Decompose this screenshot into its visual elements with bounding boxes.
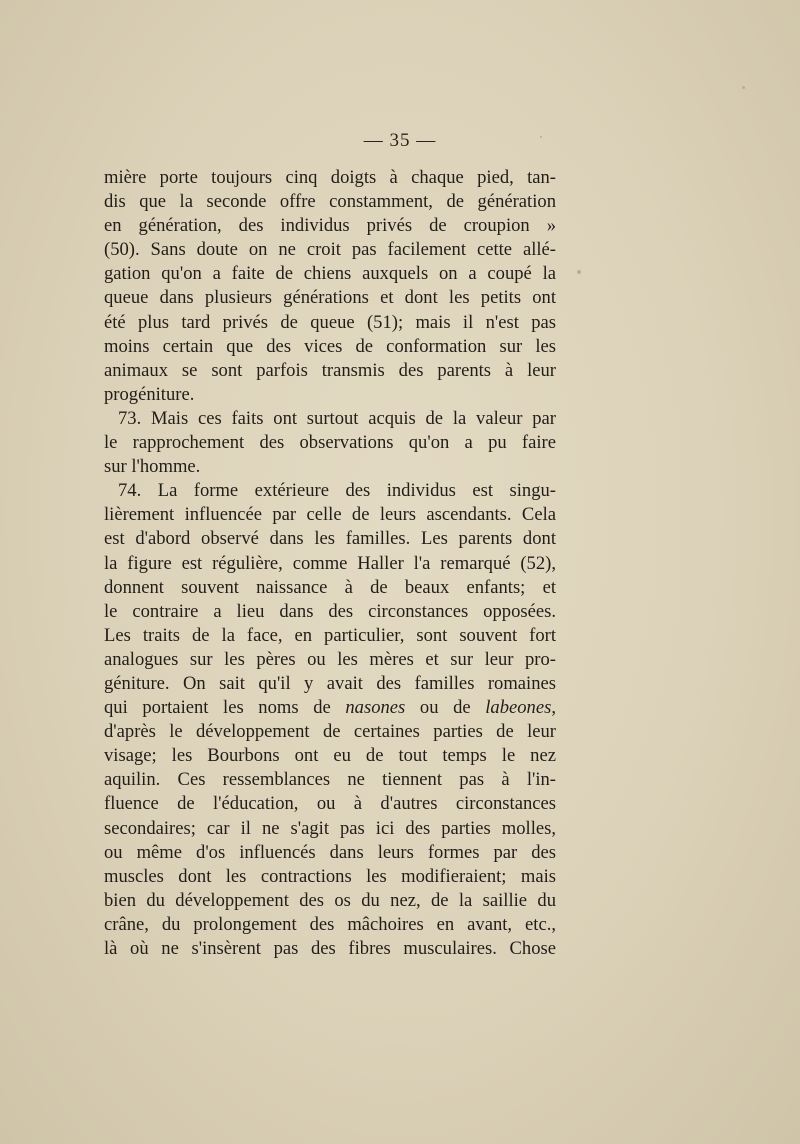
- line-text: le rapprochement des observations qu'on a pu faire: [104, 432, 556, 454]
- line-text: crâne, du prolongement des mâchoires en avant, etc.,: [104, 913, 556, 935]
- paper-speck: [540, 136, 542, 138]
- line-text: donnent souvent naissance à de beaux enfants; et: [104, 576, 556, 598]
- page-number: — 35 —: [363, 130, 437, 151]
- line-text: d'après le développement de certaines parties de leur: [104, 721, 556, 743]
- text-line: [104, 576, 556, 600]
- italic-word: labeones: [485, 697, 552, 719]
- line-text: secondaires; car il ne s'agit pas ici des parties molles,: [104, 817, 556, 839]
- line-text: ,: [551, 697, 557, 719]
- line-text: gation qu'on a faite de chiens auxquels on a coupé la: [104, 263, 556, 285]
- line-text: mière porte toujours cinq doigts à chaque pied, tan-: [104, 167, 556, 188]
- line-text: le contraire a lieu dans des circonstances opposées.: [104, 600, 556, 622]
- text-line: [104, 600, 556, 624]
- text-line: [104, 552, 556, 576]
- text-line: [104, 648, 556, 672]
- text-line: [104, 841, 556, 865]
- text-line: [104, 865, 556, 889]
- text-line: [104, 455, 556, 479]
- text-line: [104, 720, 556, 744]
- line-text: moins certain que des vices de conformation sur les: [104, 335, 556, 357]
- text-line: [104, 407, 556, 431]
- text-line: [104, 792, 556, 816]
- line-text: queue dans plusieurs générations et dont les petits ont: [104, 287, 556, 309]
- text-line: [104, 311, 556, 335]
- line-text: 73. Mais ces faits ont surtout acquis de la valeur par: [118, 407, 556, 429]
- line-text: dis que la seconde offre constamment, de génération: [104, 191, 556, 213]
- text-line: [104, 817, 556, 841]
- text-line: [104, 479, 556, 503]
- line-text: été plus tard privés de queue (51); mais il n'est pas: [104, 311, 556, 333]
- line-text: animaux se sont parfois transmis des parents à leur: [104, 359, 556, 381]
- line-text: lièrement influencée par celle de leurs ascendants. Cela: [104, 504, 556, 526]
- text-line: [104, 335, 556, 359]
- text-line: [104, 889, 556, 913]
- line-text: ou même d'os influencés dans leurs formes par des: [104, 841, 556, 863]
- line-text: fluence de l'éducation, ou à d'autres circonstances: [104, 793, 556, 815]
- line-text: la figure est régulière, comme Haller l'a remarqué (52),: [104, 552, 556, 574]
- paper-speck: [577, 270, 581, 274]
- line-text: qui portaient les noms de: [104, 697, 331, 719]
- text-line: [104, 359, 556, 383]
- text-line: [104, 431, 556, 455]
- text-line: [104, 937, 556, 961]
- line-text: (50). Sans doute on ne croit pas facilement cette allé-: [104, 239, 556, 261]
- text-line: [104, 672, 556, 696]
- line-text: 74. La forme extérieure des individus est singu-: [118, 480, 556, 502]
- line-text: muscles dont les contractions les modifieraient; mais: [104, 865, 556, 887]
- text-line: [104, 696, 556, 720]
- text-line: [104, 624, 556, 648]
- text-line: [104, 238, 556, 262]
- line-text: est d'abord observé dans les familles. Les parents dont: [104, 528, 556, 550]
- line-text: ou de: [419, 697, 471, 719]
- text-line: [104, 286, 556, 310]
- line-text: en génération, des individus privés de croupion »: [104, 215, 556, 237]
- line-text: progéniture.: [104, 383, 195, 405]
- text-line: [104, 768, 556, 792]
- body-text: [104, 166, 556, 961]
- line-text: visage; les Bourbons ont eu de tout temps le nez: [104, 745, 556, 767]
- text-line: [104, 503, 556, 527]
- line-text: analogues sur les pères ou les mères et sur leur pro-: [104, 648, 556, 670]
- text-line: [104, 214, 556, 238]
- text-line: [104, 744, 556, 768]
- text-line: [104, 190, 556, 214]
- line-text: bien du développement des os du nez, de la saillie du: [104, 889, 556, 911]
- text-line: [104, 527, 556, 551]
- line-text: géniture. On sait qu'il y avait des familles romaines: [104, 672, 556, 694]
- text-line: [104, 262, 556, 286]
- text-line: [104, 913, 556, 937]
- italic-word: nasones: [345, 697, 406, 719]
- paper-speck: [742, 86, 745, 89]
- line-text: aquilin. Ces ressemblances ne tiennent pas à l'in-: [104, 769, 556, 791]
- line-text: sur l'homme.: [104, 456, 201, 478]
- text-line: [104, 383, 556, 407]
- text-line: [104, 166, 556, 190]
- line-text: Les traits de la face, en particulier, sont souvent fort: [104, 624, 556, 646]
- line-text: là où ne s'insèrent pas des fibres musculaires. Chose: [104, 938, 556, 959]
